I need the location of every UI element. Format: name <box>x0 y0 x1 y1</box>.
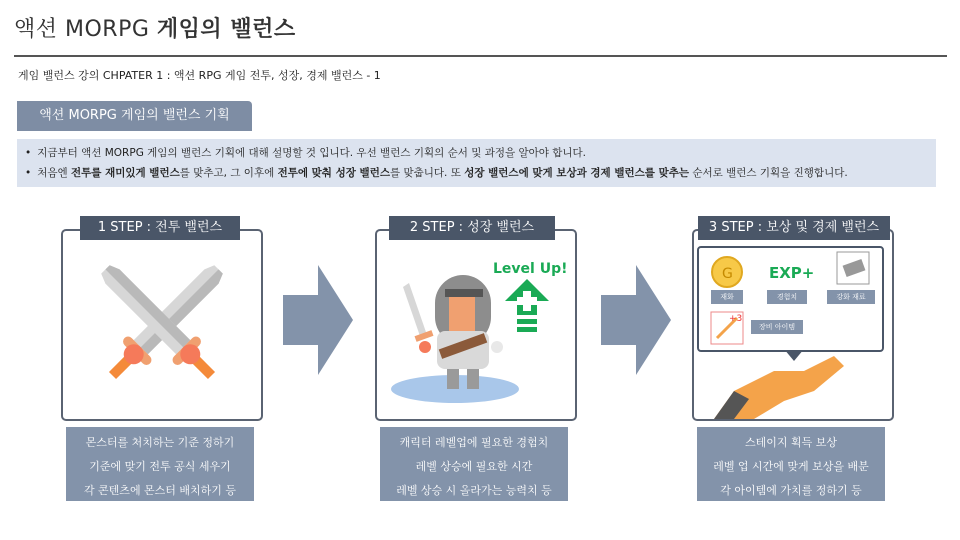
svg-text:G: G <box>722 266 733 282</box>
step2-label: 2 STEP : 성장 밸런스 <box>389 216 555 240</box>
level-up-text: Level Up! <box>493 261 568 277</box>
knight-character-icon <box>377 231 575 419</box>
svg-text:+3: +3 <box>729 314 743 324</box>
crossed-swords-icon <box>63 231 261 419</box>
subtitle: 게임 밸런스 강의 CHPATER 1 : 액션 RPG 게임 전투, 성장, 경제 밸런스 - 1 <box>18 69 381 82</box>
arrow-right-icon <box>283 265 353 375</box>
plan-tab: 액션 MORPG 게임의 밸런스 기획 <box>17 101 252 131</box>
bullet-2: • 처음엔 전투를 재미있게 밸런스를 맞추고, 그 이후에 전투에 맞춰 성장 밸런스를 맞춥니다. 또 성장 밸런스에 맞게 보상과 경제 밸런스를 맞추는 순서로 밸런스 기획을 진행합니다. <box>39 163 936 183</box>
step1-label: 1 STEP : 전투 밸런스 <box>80 216 240 240</box>
arrow-right-icon <box>601 265 671 375</box>
reward-bubble <box>697 246 884 352</box>
page-title: 액션 MORPG 게임의 밸런스 <box>14 17 296 42</box>
exp-icon: EXP+ <box>769 264 815 282</box>
step1-description: 몬스터를 처치하는 기준 정하기 기준에 맞기 전투 공식 세우기 각 콘텐츠에 몬스터 배치하기 등 <box>66 427 254 501</box>
gold-label: 재화 <box>711 290 743 304</box>
step3-label: 3 STEP : 보상 및 경제 밸런스 <box>698 216 890 240</box>
material-label: 강화 재료 <box>827 290 875 304</box>
equip-label: 장비 아이템 <box>751 320 803 334</box>
exp-label: 경험치 <box>767 290 807 304</box>
step2-description: 캐릭터 레벨업에 필요한 경험치 레벨 상승에 필요한 시간 레벨 상승 시 올라가는 능력치 등 <box>380 427 568 501</box>
step2-card <box>375 229 577 421</box>
bullet-panel <box>17 139 936 187</box>
title-divider <box>14 55 947 57</box>
bullet-1: • 지금부터 액션 MORPG 게임의 밸런스 기획에 대해 설명할 것 입니다. 우선 밸런스 기획의 순서 및 과정을 알아야 합니다. <box>39 143 936 163</box>
step3-description: 스테이지 획득 보상 레벨 업 시간에 맞게 보상을 배분 각 아이템에 가치를 정하기 등 <box>697 427 885 501</box>
step1-card <box>61 229 263 421</box>
